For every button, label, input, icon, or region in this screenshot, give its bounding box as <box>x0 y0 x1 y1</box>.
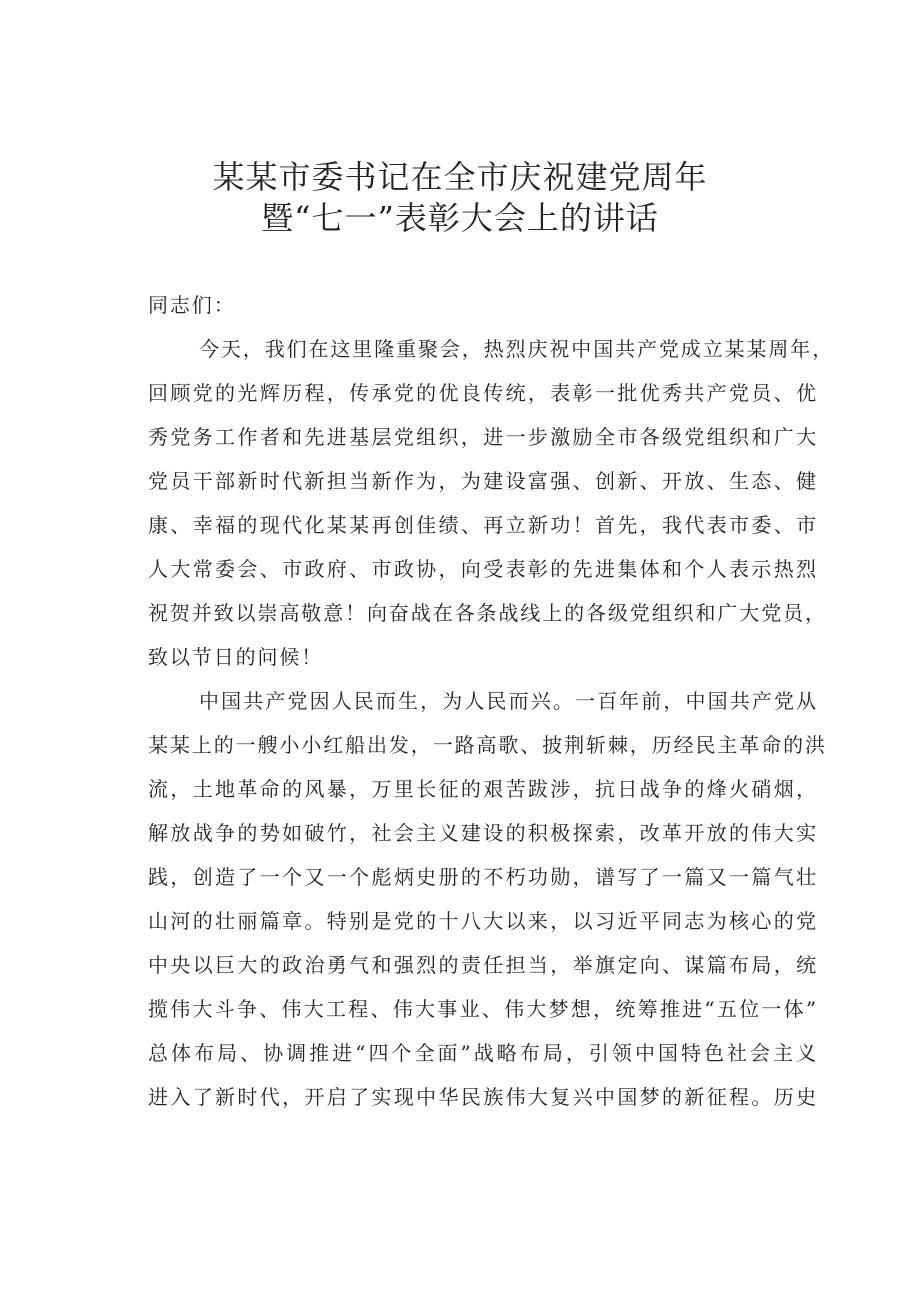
paragraph-line: 祝贺并致以崇高敬意！向奋战在各条战线上的各级党组织和广大党员， <box>148 601 827 625</box>
paragraph-line: 总体布局、协调推进“四个全面”战略布局，引领中国特色社会主义 <box>148 1041 818 1065</box>
paragraph-line: 山河的壮丽篇章。特别是党的十八大以来，以习近平同志为核心的党 <box>148 909 818 933</box>
paragraph-line: 中央以巨大的政治勇气和强烈的责任担当，举旗定向、谋篇布局，统 <box>148 953 818 977</box>
paragraph-line: 党员干部新时代新担当新作为，为建设富强、创新、开放、生态、健 <box>148 469 818 493</box>
paragraph-line: 人大常委会、市政府、市政协，向受表彰的先进集体和个人表示热烈 <box>148 557 818 581</box>
paragraph-line: 康、幸福的现代化某某再创佳绩、再立新功！首先，我代表市委、市 <box>148 513 818 537</box>
salutation: 同志们： <box>148 293 236 317</box>
paragraph-line: 今天，我们在这里隆重聚会，热烈庆祝中国共产党成立某某周年， <box>199 337 835 361</box>
document-title-line-2: 暨“七一”表彰大会上的讲话 <box>261 199 659 237</box>
paragraph-line: 揽伟大斗争、伟大工程、伟大事业、伟大梦想，统筹推进“五位一体” <box>148 997 818 1021</box>
paragraph-line: 回顾党的光辉历程，传承党的优良传统，表彰一批优秀共产党员、优 <box>148 381 818 405</box>
paragraph-line: 某某上的一艘小小红船出发，一路高歌、披荆斩棘，历经民主革命的洪 <box>148 733 827 757</box>
paragraph-line: 致以节日的问候！ <box>148 645 324 669</box>
document-title-line-1: 某某市委书记在全市庆祝建党周年 <box>212 158 708 196</box>
paragraph-line: 中国共产党因人民而生，为人民而兴。一百年前，中国共产党从 <box>199 689 818 713</box>
paragraph-line: 践，创造了一个又一个彪炳史册的不朽功勋，谱写了一篇又一篇气壮 <box>148 865 818 889</box>
paragraph-line: 秀党务工作者和先进基层党组织，进一步激励全市各级党组织和广大 <box>148 425 818 449</box>
paragraph-line: 解放战争的势如破竹，社会主义建设的积极探索，改革开放的伟大实 <box>148 821 818 845</box>
paragraph-line: 流，土地革命的风暴，万里长征的艰苦跋涉，抗日战争的烽火硝烟， <box>148 777 818 801</box>
paragraph-line: 进入了新时代，开启了实现中华民族伟大复兴中国梦的新征程。历史 <box>148 1085 818 1109</box>
